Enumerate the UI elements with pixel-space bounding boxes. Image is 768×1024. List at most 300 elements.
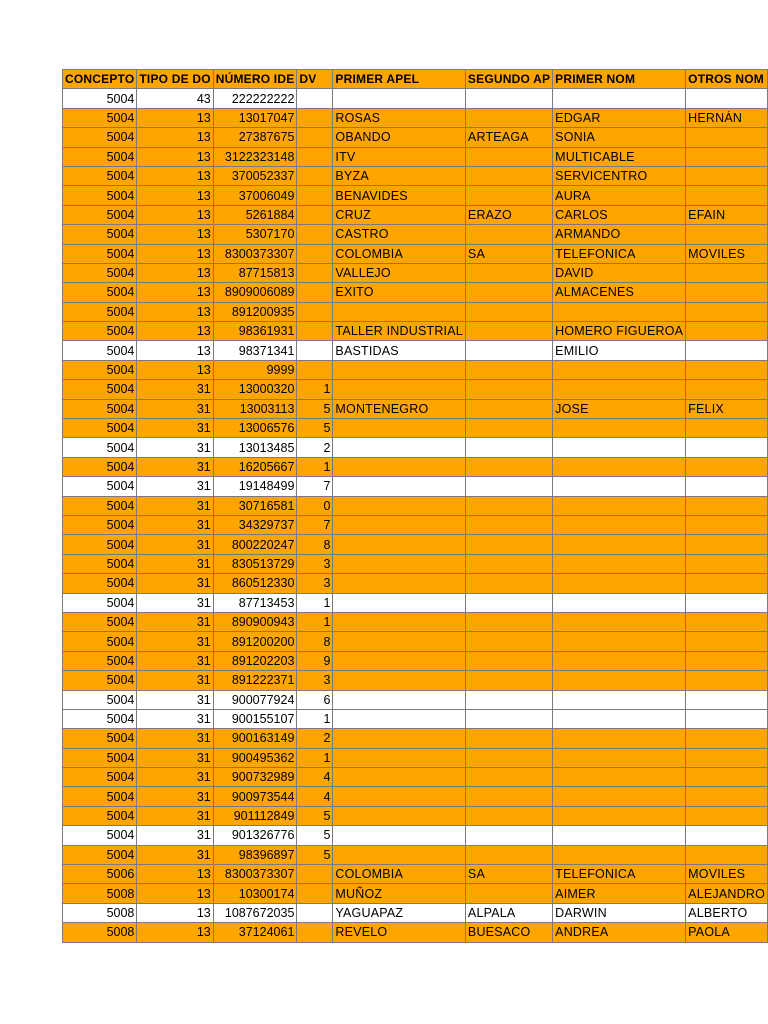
cell-dv[interactable]	[297, 322, 333, 341]
cell-otros-nombres[interactable]: PAOLA	[686, 923, 768, 942]
cell-otros-nombres[interactable]	[686, 263, 768, 282]
cell-concepto[interactable]: 5004	[63, 108, 137, 127]
cell-primer-apellido[interactable]: COLOMBIA	[333, 244, 466, 263]
cell-concepto[interactable]: 5004	[63, 302, 137, 321]
cell-otros-nombres[interactable]	[686, 477, 768, 496]
cell-otros-nombres[interactable]	[686, 845, 768, 864]
cell-dv[interactable]: 3	[297, 554, 333, 573]
cell-numero-id[interactable]: 87715813	[213, 263, 297, 282]
cell-otros-nombres[interactable]	[686, 186, 768, 205]
cell-tipo-doc[interactable]: 13	[137, 360, 213, 379]
cell-primer-nombre[interactable]	[553, 457, 686, 476]
cell-primer-apellido[interactable]	[333, 709, 466, 728]
cell-primer-apellido[interactable]	[333, 438, 466, 457]
header-cell-segundo-apellido[interactable]: SEGUNDO AP	[465, 70, 552, 89]
cell-otros-nombres[interactable]	[686, 322, 768, 341]
cell-segundo-apellido[interactable]	[465, 147, 552, 166]
cell-concepto[interactable]: 5004	[63, 438, 137, 457]
cell-otros-nombres[interactable]	[686, 729, 768, 748]
cell-numero-id[interactable]: 891202203	[213, 651, 297, 670]
cell-numero-id[interactable]: 901112849	[213, 806, 297, 825]
cell-concepto[interactable]: 5004	[63, 748, 137, 767]
cell-tipo-doc[interactable]: 13	[137, 186, 213, 205]
cell-otros-nombres[interactable]	[686, 438, 768, 457]
cell-tipo-doc[interactable]: 13	[137, 147, 213, 166]
cell-dv[interactable]: 1	[297, 380, 333, 399]
cell-dv[interactable]: 8	[297, 632, 333, 651]
cell-concepto[interactable]: 5004	[63, 806, 137, 825]
cell-concepto[interactable]: 5004	[63, 690, 137, 709]
cell-numero-id[interactable]: 900077924	[213, 690, 297, 709]
cell-primer-nombre[interactable]	[553, 496, 686, 515]
header-cell-primer-nombre[interactable]: PRIMER NOM	[553, 70, 686, 89]
cell-tipo-doc[interactable]: 13	[137, 166, 213, 185]
cell-primer-apellido[interactable]: BYZA	[333, 166, 466, 185]
cell-tipo-doc[interactable]: 31	[137, 787, 213, 806]
cell-segundo-apellido[interactable]	[465, 496, 552, 515]
cell-tipo-doc[interactable]: 31	[137, 806, 213, 825]
cell-numero-id[interactable]: 13017047	[213, 108, 297, 127]
cell-concepto[interactable]: 5004	[63, 826, 137, 845]
cell-concepto[interactable]: 5004	[63, 457, 137, 476]
cell-primer-nombre[interactable]	[553, 826, 686, 845]
cell-tipo-doc[interactable]: 31	[137, 554, 213, 573]
cell-concepto[interactable]: 5004	[63, 186, 137, 205]
cell-primer-apellido[interactable]	[333, 380, 466, 399]
cell-dv[interactable]	[297, 147, 333, 166]
cell-primer-apellido[interactable]	[333, 535, 466, 554]
cell-primer-nombre[interactable]: DARWIN	[553, 903, 686, 922]
cell-primer-nombre[interactable]	[553, 845, 686, 864]
cell-otros-nombres[interactable]	[686, 574, 768, 593]
cell-tipo-doc[interactable]: 31	[137, 612, 213, 631]
cell-primer-nombre[interactable]: DAVID	[553, 263, 686, 282]
cell-segundo-apellido[interactable]	[465, 535, 552, 554]
cell-primer-nombre[interactable]	[553, 380, 686, 399]
cell-otros-nombres[interactable]	[686, 147, 768, 166]
cell-segundo-apellido[interactable]	[465, 477, 552, 496]
cell-segundo-apellido[interactable]	[465, 787, 552, 806]
cell-concepto[interactable]: 5004	[63, 477, 137, 496]
cell-dv[interactable]: 0	[297, 496, 333, 515]
cell-primer-apellido[interactable]: ITV	[333, 147, 466, 166]
cell-concepto[interactable]: 5004	[63, 515, 137, 534]
cell-dv[interactable]	[297, 923, 333, 942]
cell-primer-nombre[interactable]	[553, 787, 686, 806]
cell-concepto[interactable]: 5004	[63, 322, 137, 341]
cell-dv[interactable]: 9	[297, 651, 333, 670]
cell-dv[interactable]: 5	[297, 826, 333, 845]
cell-dv[interactable]: 7	[297, 477, 333, 496]
cell-otros-nombres[interactable]	[686, 709, 768, 728]
cell-dv[interactable]: 1	[297, 709, 333, 728]
cell-tipo-doc[interactable]: 31	[137, 671, 213, 690]
cell-primer-apellido[interactable]: REVELO	[333, 923, 466, 942]
cell-dv[interactable]: 5	[297, 419, 333, 438]
cell-otros-nombres[interactable]	[686, 166, 768, 185]
cell-primer-nombre[interactable]: TELEFONICA	[553, 244, 686, 263]
cell-tipo-doc[interactable]: 31	[137, 574, 213, 593]
cell-primer-apellido[interactable]: TALLER INDUSTRIAL	[333, 322, 466, 341]
cell-dv[interactable]	[297, 865, 333, 884]
cell-segundo-apellido[interactable]	[465, 632, 552, 651]
cell-segundo-apellido[interactable]	[465, 225, 552, 244]
cell-tipo-doc[interactable]: 13	[137, 128, 213, 147]
cell-dv[interactable]: 2	[297, 438, 333, 457]
cell-primer-nombre[interactable]	[553, 671, 686, 690]
cell-otros-nombres[interactable]	[686, 128, 768, 147]
cell-numero-id[interactable]: 5307170	[213, 225, 297, 244]
cell-segundo-apellido[interactable]	[465, 419, 552, 438]
cell-concepto[interactable]: 5004	[63, 225, 137, 244]
cell-dv[interactable]: 2	[297, 729, 333, 748]
cell-primer-nombre[interactable]	[553, 419, 686, 438]
cell-concepto[interactable]: 5004	[63, 593, 137, 612]
cell-numero-id[interactable]: 3122323148	[213, 147, 297, 166]
header-cell-concepto[interactable]: CONCEPTO	[63, 70, 137, 89]
cell-segundo-apellido[interactable]	[465, 438, 552, 457]
cell-dv[interactable]: 3	[297, 671, 333, 690]
cell-segundo-apellido[interactable]	[465, 574, 552, 593]
cell-tipo-doc[interactable]: 31	[137, 457, 213, 476]
cell-segundo-apellido[interactable]	[465, 360, 552, 379]
cell-primer-apellido[interactable]	[333, 787, 466, 806]
cell-segundo-apellido[interactable]	[465, 709, 552, 728]
cell-numero-id[interactable]: 19148499	[213, 477, 297, 496]
cell-tipo-doc[interactable]: 31	[137, 826, 213, 845]
cell-primer-nombre[interactable]: ANDREA	[553, 923, 686, 942]
cell-tipo-doc[interactable]: 31	[137, 709, 213, 728]
cell-numero-id[interactable]: 800220247	[213, 535, 297, 554]
cell-primer-nombre[interactable]: MULTICABLE	[553, 147, 686, 166]
cell-numero-id[interactable]: 8300373307	[213, 865, 297, 884]
cell-segundo-apellido[interactable]	[465, 341, 552, 360]
cell-primer-apellido[interactable]: BENAVIDES	[333, 186, 466, 205]
header-cell-tipo-doc[interactable]: TIPO DE DO	[137, 70, 213, 89]
cell-tipo-doc[interactable]: 13	[137, 263, 213, 282]
cell-numero-id[interactable]: 13013485	[213, 438, 297, 457]
cell-numero-id[interactable]: 9999	[213, 360, 297, 379]
cell-concepto[interactable]: 5004	[63, 283, 137, 302]
cell-dv[interactable]	[297, 884, 333, 903]
cell-otros-nombres[interactable]	[686, 806, 768, 825]
cell-segundo-apellido[interactable]	[465, 186, 552, 205]
cell-tipo-doc[interactable]: 31	[137, 515, 213, 534]
cell-numero-id[interactable]: 37006049	[213, 186, 297, 205]
cell-segundo-apellido[interactable]: ERAZO	[465, 205, 552, 224]
cell-dv[interactable]: 8	[297, 535, 333, 554]
cell-concepto[interactable]: 5008	[63, 923, 137, 942]
cell-numero-id[interactable]: 16205667	[213, 457, 297, 476]
cell-primer-nombre[interactable]	[553, 748, 686, 767]
cell-primer-apellido[interactable]	[333, 419, 466, 438]
cell-concepto[interactable]: 5004	[63, 244, 137, 263]
cell-primer-apellido[interactable]	[333, 729, 466, 748]
cell-primer-nombre[interactable]: TELEFONICA	[553, 865, 686, 884]
cell-otros-nombres[interactable]: FELIX	[686, 399, 768, 418]
cell-primer-nombre[interactable]	[553, 690, 686, 709]
cell-concepto[interactable]: 5006	[63, 865, 137, 884]
cell-dv[interactable]	[297, 244, 333, 263]
cell-tipo-doc[interactable]: 31	[137, 380, 213, 399]
cell-otros-nombres[interactable]	[686, 671, 768, 690]
cell-segundo-apellido[interactable]: SA	[465, 244, 552, 263]
cell-otros-nombres[interactable]	[686, 612, 768, 631]
cell-tipo-doc[interactable]: 31	[137, 690, 213, 709]
cell-dv[interactable]: 1	[297, 612, 333, 631]
cell-primer-apellido[interactable]	[333, 845, 466, 864]
cell-numero-id[interactable]: 901326776	[213, 826, 297, 845]
cell-numero-id[interactable]: 900973544	[213, 787, 297, 806]
cell-segundo-apellido[interactable]: SA	[465, 865, 552, 884]
cell-concepto[interactable]: 5004	[63, 341, 137, 360]
cell-otros-nombres[interactable]	[686, 690, 768, 709]
cell-primer-apellido[interactable]	[333, 89, 466, 108]
cell-otros-nombres[interactable]: EFAIN	[686, 205, 768, 224]
cell-otros-nombres[interactable]	[686, 225, 768, 244]
cell-tipo-doc[interactable]: 31	[137, 748, 213, 767]
cell-otros-nombres[interactable]	[686, 302, 768, 321]
cell-numero-id[interactable]: 222222222	[213, 89, 297, 108]
cell-primer-apellido[interactable]	[333, 748, 466, 767]
cell-numero-id[interactable]: 8909006089	[213, 283, 297, 302]
cell-numero-id[interactable]: 10300174	[213, 884, 297, 903]
cell-dv[interactable]: 5	[297, 806, 333, 825]
cell-tipo-doc[interactable]: 13	[137, 205, 213, 224]
cell-otros-nombres[interactable]: ALBERTO	[686, 903, 768, 922]
cell-dv[interactable]	[297, 903, 333, 922]
cell-primer-apellido[interactable]	[333, 612, 466, 631]
cell-numero-id[interactable]: 87713453	[213, 593, 297, 612]
cell-tipo-doc[interactable]: 31	[137, 593, 213, 612]
cell-otros-nombres[interactable]	[686, 826, 768, 845]
cell-segundo-apellido[interactable]	[465, 302, 552, 321]
cell-segundo-apellido[interactable]: ALPALA	[465, 903, 552, 922]
cell-primer-apellido[interactable]: VALLEJO	[333, 263, 466, 282]
cell-concepto[interactable]: 5004	[63, 166, 137, 185]
cell-dv[interactable]	[297, 302, 333, 321]
cell-primer-apellido[interactable]	[333, 768, 466, 787]
cell-numero-id[interactable]: 5261884	[213, 205, 297, 224]
cell-segundo-apellido[interactable]	[465, 671, 552, 690]
cell-primer-nombre[interactable]	[553, 515, 686, 534]
cell-tipo-doc[interactable]: 13	[137, 884, 213, 903]
cell-numero-id[interactable]: 13003113	[213, 399, 297, 418]
cell-tipo-doc[interactable]: 13	[137, 302, 213, 321]
cell-concepto[interactable]: 5008	[63, 903, 137, 922]
cell-dv[interactable]: 1	[297, 748, 333, 767]
cell-primer-nombre[interactable]	[553, 612, 686, 631]
cell-primer-nombre[interactable]	[553, 477, 686, 496]
cell-otros-nombres[interactable]	[686, 787, 768, 806]
header-cell-numero-id[interactable]: NÚMERO IDE	[213, 70, 297, 89]
cell-tipo-doc[interactable]: 31	[137, 632, 213, 651]
cell-primer-nombre[interactable]	[553, 709, 686, 728]
cell-tipo-doc[interactable]: 13	[137, 225, 213, 244]
cell-concepto[interactable]: 5004	[63, 399, 137, 418]
cell-primer-apellido[interactable]	[333, 554, 466, 573]
cell-segundo-apellido[interactable]	[465, 399, 552, 418]
cell-primer-nombre[interactable]: SERVICENTRO	[553, 166, 686, 185]
cell-tipo-doc[interactable]: 13	[137, 244, 213, 263]
cell-segundo-apellido[interactable]	[465, 651, 552, 670]
cell-primer-apellido[interactable]: MUÑOZ	[333, 884, 466, 903]
cell-segundo-apellido[interactable]	[465, 690, 552, 709]
cell-segundo-apellido[interactable]	[465, 380, 552, 399]
cell-primer-apellido[interactable]	[333, 671, 466, 690]
cell-tipo-doc[interactable]: 13	[137, 903, 213, 922]
cell-otros-nombres[interactable]	[686, 283, 768, 302]
cell-dv[interactable]	[297, 283, 333, 302]
cell-dv[interactable]	[297, 166, 333, 185]
cell-numero-id[interactable]: 900163149	[213, 729, 297, 748]
cell-otros-nombres[interactable]	[686, 419, 768, 438]
cell-numero-id[interactable]: 890900943	[213, 612, 297, 631]
cell-otros-nombres[interactable]	[686, 593, 768, 612]
cell-concepto[interactable]: 5004	[63, 671, 137, 690]
cell-numero-id[interactable]: 891222371	[213, 671, 297, 690]
cell-tipo-doc[interactable]: 31	[137, 477, 213, 496]
cell-dv[interactable]	[297, 360, 333, 379]
cell-tipo-doc[interactable]: 31	[137, 768, 213, 787]
cell-primer-apellido[interactable]: MONTENEGRO	[333, 399, 466, 418]
cell-numero-id[interactable]: 900155107	[213, 709, 297, 728]
cell-segundo-apellido[interactable]	[465, 322, 552, 341]
header-cell-dv[interactable]: DV	[297, 70, 333, 89]
cell-numero-id[interactable]: 98361931	[213, 322, 297, 341]
cell-segundo-apellido[interactable]	[465, 108, 552, 127]
cell-concepto[interactable]: 5004	[63, 845, 137, 864]
cell-concepto[interactable]: 5004	[63, 380, 137, 399]
cell-primer-nombre[interactable]: AURA	[553, 186, 686, 205]
cell-numero-id[interactable]: 830513729	[213, 554, 297, 573]
cell-concepto[interactable]: 5004	[63, 709, 137, 728]
cell-concepto[interactable]: 5004	[63, 89, 137, 108]
cell-segundo-apellido[interactable]	[465, 89, 552, 108]
cell-concepto[interactable]: 5004	[63, 632, 137, 651]
cell-primer-apellido[interactable]	[333, 690, 466, 709]
cell-numero-id[interactable]: 27387675	[213, 128, 297, 147]
cell-otros-nombres[interactable]: MOVILES	[686, 865, 768, 884]
cell-segundo-apellido[interactable]	[465, 806, 552, 825]
cell-numero-id[interactable]: 891200200	[213, 632, 297, 651]
cell-otros-nombres[interactable]	[686, 748, 768, 767]
cell-primer-nombre[interactable]: EMILIO	[553, 341, 686, 360]
cell-tipo-doc[interactable]: 31	[137, 651, 213, 670]
cell-primer-apellido[interactable]	[333, 515, 466, 534]
cell-primer-apellido[interactable]: COLOMBIA	[333, 865, 466, 884]
cell-primer-nombre[interactable]: ARMANDO	[553, 225, 686, 244]
cell-concepto[interactable]: 5004	[63, 574, 137, 593]
cell-concepto[interactable]: 5004	[63, 419, 137, 438]
cell-concepto[interactable]: 5004	[63, 768, 137, 787]
cell-concepto[interactable]: 5004	[63, 263, 137, 282]
cell-primer-apellido[interactable]	[333, 593, 466, 612]
cell-dv[interactable]: 5	[297, 399, 333, 418]
cell-dv[interactable]	[297, 89, 333, 108]
cell-otros-nombres[interactable]	[686, 535, 768, 554]
cell-primer-nombre[interactable]	[553, 768, 686, 787]
cell-primer-nombre[interactable]	[553, 574, 686, 593]
cell-numero-id[interactable]: 30716581	[213, 496, 297, 515]
cell-dv[interactable]: 5	[297, 845, 333, 864]
cell-primer-nombre[interactable]	[553, 593, 686, 612]
cell-segundo-apellido[interactable]	[465, 768, 552, 787]
cell-primer-apellido[interactable]: CASTRO	[333, 225, 466, 244]
cell-primer-nombre[interactable]: EDGAR	[553, 108, 686, 127]
cell-primer-nombre[interactable]: HOMERO FIGUEROA	[553, 322, 686, 341]
cell-numero-id[interactable]: 98396897	[213, 845, 297, 864]
cell-otros-nombres[interactable]	[686, 632, 768, 651]
header-cell-otros-nombres[interactable]: OTROS NOM	[686, 70, 768, 89]
cell-primer-nombre[interactable]	[553, 729, 686, 748]
cell-primer-apellido[interactable]	[333, 826, 466, 845]
cell-segundo-apellido[interactable]	[465, 748, 552, 767]
cell-primer-nombre[interactable]: AIMER	[553, 884, 686, 903]
cell-otros-nombres[interactable]	[686, 515, 768, 534]
cell-tipo-doc[interactable]: 31	[137, 496, 213, 515]
cell-primer-apellido[interactable]: ROSAS	[333, 108, 466, 127]
cell-otros-nombres[interactable]: MOVILES	[686, 244, 768, 263]
cell-segundo-apellido[interactable]	[465, 729, 552, 748]
cell-primer-apellido[interactable]	[333, 457, 466, 476]
cell-concepto[interactable]: 5004	[63, 128, 137, 147]
cell-dv[interactable]: 1	[297, 457, 333, 476]
cell-primer-nombre[interactable]	[553, 438, 686, 457]
cell-tipo-doc[interactable]: 31	[137, 438, 213, 457]
cell-numero-id[interactable]: 900732989	[213, 768, 297, 787]
cell-numero-id[interactable]: 34329737	[213, 515, 297, 534]
cell-numero-id[interactable]: 891200935	[213, 302, 297, 321]
cell-concepto[interactable]: 5004	[63, 612, 137, 631]
cell-tipo-doc[interactable]: 31	[137, 535, 213, 554]
cell-tipo-doc[interactable]: 31	[137, 399, 213, 418]
cell-otros-nombres[interactable]	[686, 768, 768, 787]
cell-concepto[interactable]: 5004	[63, 496, 137, 515]
cell-otros-nombres[interactable]	[686, 341, 768, 360]
cell-dv[interactable]	[297, 225, 333, 244]
cell-numero-id[interactable]: 860512330	[213, 574, 297, 593]
cell-otros-nombres[interactable]: ALEJANDRO	[686, 884, 768, 903]
cell-otros-nombres[interactable]	[686, 496, 768, 515]
cell-concepto[interactable]: 5008	[63, 884, 137, 903]
cell-otros-nombres[interactable]	[686, 554, 768, 573]
cell-primer-nombre[interactable]	[553, 89, 686, 108]
cell-concepto[interactable]: 5004	[63, 360, 137, 379]
cell-numero-id[interactable]: 370052337	[213, 166, 297, 185]
cell-concepto[interactable]: 5004	[63, 729, 137, 748]
cell-numero-id[interactable]: 98371341	[213, 341, 297, 360]
cell-dv[interactable]: 6	[297, 690, 333, 709]
cell-otros-nombres[interactable]: HERNÁN	[686, 108, 768, 127]
cell-primer-nombre[interactable]	[553, 632, 686, 651]
cell-dv[interactable]: 4	[297, 768, 333, 787]
cell-primer-apellido[interactable]	[333, 574, 466, 593]
cell-primer-apellido[interactable]	[333, 477, 466, 496]
cell-concepto[interactable]: 5004	[63, 147, 137, 166]
cell-primer-apellido[interactable]	[333, 632, 466, 651]
cell-dv[interactable]	[297, 263, 333, 282]
cell-otros-nombres[interactable]	[686, 360, 768, 379]
cell-primer-nombre[interactable]: CARLOS	[553, 205, 686, 224]
cell-segundo-apellido[interactable]	[465, 826, 552, 845]
cell-segundo-apellido[interactable]	[465, 612, 552, 631]
cell-tipo-doc[interactable]: 13	[137, 923, 213, 942]
cell-segundo-apellido[interactable]	[465, 593, 552, 612]
cell-tipo-doc[interactable]: 31	[137, 729, 213, 748]
cell-otros-nombres[interactable]	[686, 651, 768, 670]
cell-dv[interactable]: 4	[297, 787, 333, 806]
